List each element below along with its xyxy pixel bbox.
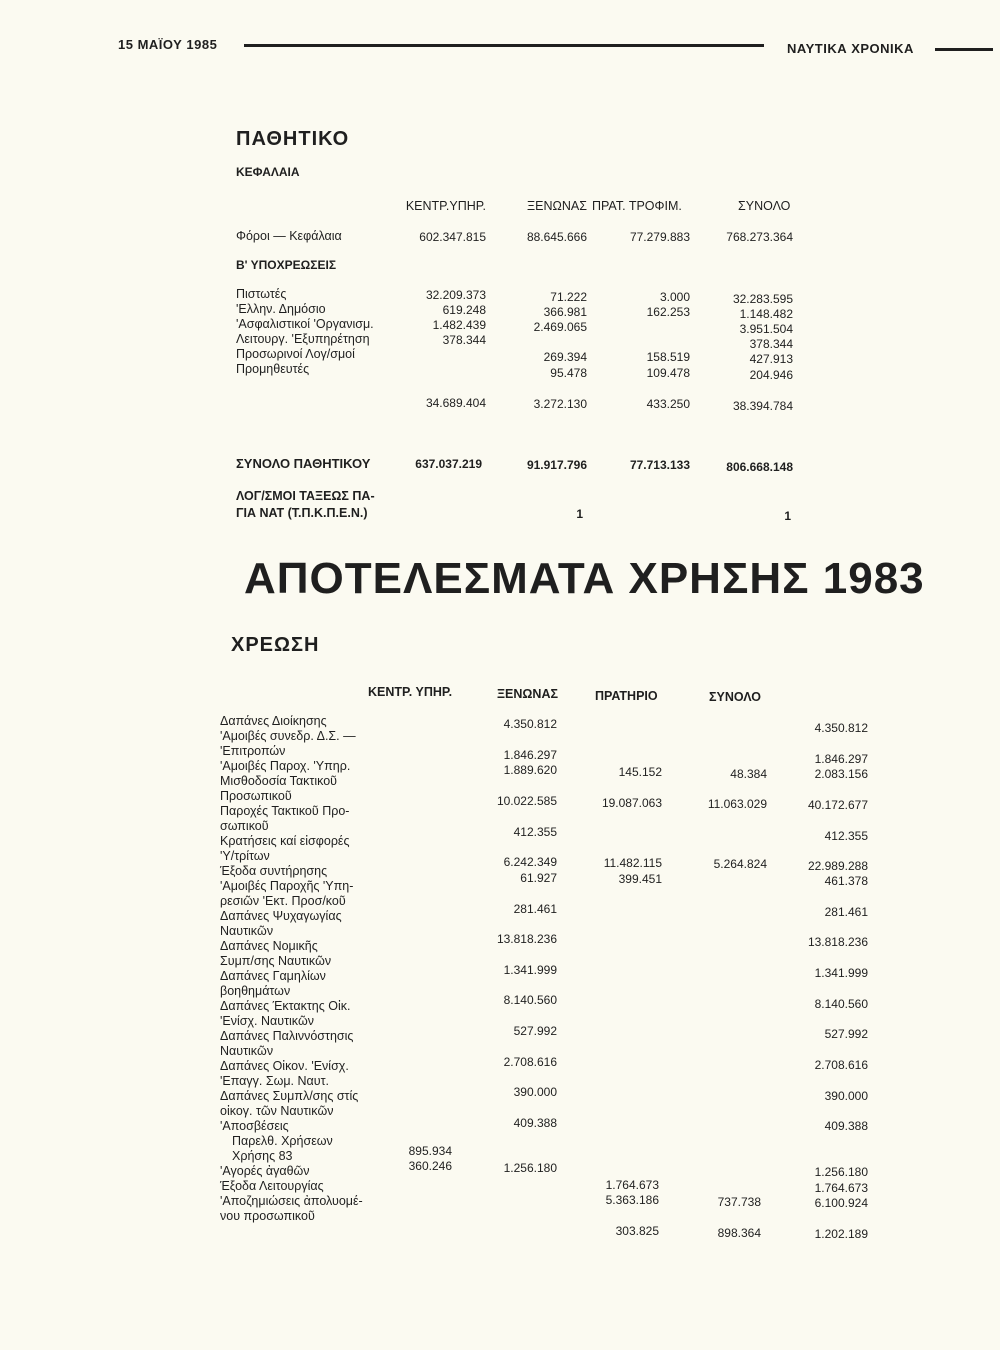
results-label: Κρατήσεις καί εἰσφορές (220, 834, 350, 848)
results-label: οἰκογ. τῶν Ναυτικῶν (220, 1104, 334, 1118)
results-cell: 461.378 (824, 874, 868, 888)
obligation-cell: 269.394 (543, 350, 587, 364)
publication-name: ΝΑΥΤΙΚΑ ΧΡΟΝΙΚΑ (787, 41, 914, 56)
results-cell: 6.242.349 (503, 855, 557, 869)
col-header-total: ΣΥΝΟΛΟ (738, 199, 791, 213)
results-label: Δαπάνες Νομικῆς (220, 939, 318, 953)
results-label: Δαπάνες Διοίκησης (220, 714, 327, 728)
grand-total-total: 806.668.148 (726, 460, 793, 474)
obligation-cell: 3.000 (659, 290, 690, 304)
results-label: 'Επιτροπών (220, 744, 286, 758)
capital-heading: ΚΕΦΑΛΑΙΑ (236, 165, 300, 179)
header-rule-left (244, 44, 764, 47)
results-cell: 898.364 (717, 1226, 761, 1240)
col-header-store: ΠΡΑΤ. ΤΡΟΦΙΜ. (592, 199, 682, 213)
debit-heading: ΧΡΕΩΣΗ (231, 634, 320, 656)
capital-store: 77.279.883 (629, 230, 690, 244)
results-label: Δαπάνες Ψυχαγωγίας (220, 909, 342, 923)
results-labels (220, 714, 363, 1224)
results-cell: 10.022.585 (496, 794, 557, 808)
results-cell: 22.989.288 (807, 859, 868, 873)
results-cell: 61.927 (520, 871, 557, 885)
col-header-hostel: ΞΕΝΩΝΑΣ (527, 199, 587, 213)
results-label: Ναυτικῶν (220, 924, 274, 938)
results-label: ρεσιῶν 'Εκτ. Προσ/κοῦ (220, 894, 346, 908)
header-rule-right (935, 48, 993, 51)
obligation-cell: 162.253 (646, 305, 690, 319)
obligation-cell: 32.283.595 (732, 292, 793, 306)
results-label: 'Αποζημιώσεις ἀπολυομέ- (220, 1194, 363, 1208)
col-header-central: ΚΕΝΤΡ.ΥΠΗΡ. (405, 199, 486, 213)
grand-total-store: 77.713.133 (629, 458, 690, 472)
obligation-cell: 95.478 (550, 366, 587, 380)
obligations-heading: Β' ΥΠΟΧΡΕΩΣΕΙΣ (236, 258, 337, 272)
results-cell: 412.355 (824, 829, 868, 843)
results-label: Μισθοδοσία Τακτικοῦ (220, 774, 338, 788)
results-cell: 2.708.616 (503, 1055, 557, 1069)
results-cell: 5.363.186 (605, 1193, 659, 1207)
results-cell: 2.708.616 (814, 1058, 868, 1072)
results-col-central: ΚΕΝΤΡ. ΥΠΗΡ. (368, 685, 453, 699)
results-label: 'Αμοιβές Παροχ. 'Υπηρ. (220, 759, 351, 773)
order-accounts-hostel: 1 (576, 507, 583, 521)
obligations-total-store: 433.250 (646, 397, 690, 411)
obligation-cell: 32.209.373 (425, 288, 486, 302)
results-cell: 1.256.180 (814, 1165, 868, 1179)
results-label: 'Ενίσχ. Ναυτικῶν (220, 1014, 315, 1028)
results-cell: 409.388 (513, 1116, 557, 1130)
results-label: Έξοδα συντήρησης (220, 864, 328, 878)
order-accounts-total: 1 (784, 509, 791, 523)
obligation-cell: 427.913 (749, 352, 793, 366)
results-col-total: ΣΥΝΟΛΟ (709, 690, 761, 704)
results-label: 'Επαγγ. Σωμ. Ναυτ. (220, 1074, 329, 1088)
results-cell: 281.461 (513, 902, 557, 916)
issue-date: 15 ΜΑΪΟΥ 1985 (118, 37, 218, 52)
obligation-cell: 158.519 (646, 350, 690, 364)
results-cell: 399.451 (618, 872, 662, 886)
results-cell: 527.992 (824, 1027, 868, 1041)
results-cell: 13.818.236 (496, 932, 557, 946)
obligation-label: Πιστωτές (236, 287, 287, 301)
obligation-label: Λειτουργ. 'Εξυπηρέτηση (236, 332, 370, 346)
results-cell: 1.846.297 (503, 748, 557, 762)
results-cell: 1.846.297 (814, 752, 868, 766)
obligation-cell: 71.222 (550, 290, 587, 304)
results-cell: 4.350.812 (503, 717, 557, 731)
capital-central: 602.347.815 (419, 230, 486, 244)
results-cell: 11.482.115 (603, 856, 662, 870)
results-label: Ναυτικῶν (220, 1044, 274, 1058)
obligation-cell: 378.344 (442, 333, 486, 347)
results-label: 'Αμοιβές συνεδρ. Δ.Σ. — (220, 729, 356, 743)
results-cell: 737.738 (717, 1195, 761, 1209)
obligation-cell: 619.248 (442, 303, 486, 317)
obligation-cell: 1.148.482 (739, 307, 793, 321)
results-cell: 1.889.620 (503, 763, 557, 777)
results-cell: 1.202.189 (814, 1227, 868, 1241)
results-label: Δαπάνες Γαμηλίων (220, 969, 326, 983)
obligation-label: 'Ελλην. Δημόσιο (236, 302, 326, 316)
results-label: βοηθημάτων (220, 984, 291, 998)
grand-total-label: ΣΥΝΟΛΟ ΠΑΘΗΤΙΚΟΥ (236, 456, 371, 471)
results-label: νου προσωπικοῦ (220, 1209, 315, 1223)
obligation-cell: 366.981 (543, 305, 587, 319)
obligation-cell: 109.478 (646, 366, 690, 380)
results-cell: 4.350.812 (814, 721, 868, 735)
results-label: Παροχές Τακτικοῦ Προ- (220, 804, 350, 818)
results-cell: 13.818.236 (807, 935, 868, 949)
obligation-label: Προσωρινοί Λογ/σμοί (236, 347, 355, 361)
obligation-label: 'Ασφαλιστικοί 'Οργανισμ. (236, 317, 374, 331)
results-cell: 281.461 (824, 905, 868, 919)
depreciation-current-central: 360.246 (408, 1159, 452, 1173)
capital-total: 768.273.364 (726, 230, 793, 244)
results-cell: 1.256.180 (503, 1161, 557, 1175)
results-cell: 48.384 (730, 767, 767, 781)
results-title: ΑΠΟΤΕΛΕΣΜΑΤΑ ΧΡΗΣΗΣ 1983 (244, 554, 925, 603)
results-cell: 19.087.063 (601, 796, 662, 810)
obligation-cell: 204.946 (749, 368, 793, 382)
grand-total-hostel: 91.917.796 (526, 458, 587, 472)
results-label: Προσωπικοῦ (220, 789, 292, 803)
results-label: 'Αμοιβές Παροχῆς 'Υπη- (220, 879, 354, 893)
results-cell: 412.355 (513, 825, 557, 839)
results-cell: 390.000 (513, 1085, 557, 1099)
results-cell: 6.100.924 (814, 1196, 868, 1210)
results-label: Δαπάνες Οἰκον. 'Ενίσχ. (220, 1059, 349, 1073)
results-label: 'Υ/τρίτων (220, 849, 270, 863)
results-label: Παρελθ. Χρήσεων (232, 1134, 333, 1148)
results-cell: 11.063.029 (707, 797, 767, 811)
results-cell: 527.992 (513, 1024, 557, 1038)
obligations-total-total: 38.394.784 (732, 399, 793, 413)
results-label: Δαπάνες Παλιννόστησις (220, 1029, 354, 1043)
results-col-store: ΠΡΑΤΗΡΙΟ (595, 689, 658, 703)
obligation-label: Προμηθευτές (236, 362, 310, 376)
capital-row-label: Φόροι — Κεφάλαια (236, 229, 342, 243)
results-label: Δαπάνες Έκτακτης Οἰκ. (220, 999, 351, 1013)
obligation-cell: 2.469.065 (533, 320, 587, 334)
results-cell: 5.264.824 (713, 857, 767, 871)
order-accounts-label (236, 488, 375, 522)
results-cell: 1.341.999 (503, 963, 557, 977)
results-cell: 1.764.673 (605, 1178, 659, 1192)
order-accounts-label-line2: ΓΙΑ ΝΑΤ (Τ.Π.Κ.Π.Ε.Ν.) (236, 506, 368, 520)
depreciation-prior-central: 895.934 (408, 1144, 452, 1158)
results-label: Συμπ/σης Ναυτικῶν (220, 954, 332, 968)
results-label: Χρήσης 83 (232, 1149, 293, 1163)
results-cell: 409.388 (824, 1119, 868, 1133)
results-label: σωπικοῦ (220, 819, 269, 833)
obligation-cell: 1.482.439 (432, 318, 486, 332)
results-cell: 303.825 (615, 1224, 659, 1238)
results-col-hostel: ΞΕΝΩΝΑΣ (497, 687, 558, 701)
capital-hostel: 88.645.666 (526, 230, 587, 244)
grand-total-central: 637.037.219 (415, 457, 482, 471)
results-label: Έξοδα Λειτουργίας (220, 1179, 324, 1193)
results-cell: 40.172.677 (807, 798, 868, 812)
results-cell: 2.083.156 (814, 767, 868, 781)
obligation-cell: 378.344 (749, 337, 793, 351)
results-cell: 1.341.999 (814, 966, 868, 980)
results-cell: 8.140.560 (814, 997, 868, 1011)
order-accounts-label-line1: ΛΟΓ/ΣΜΟΙ ΤΑΞΕΩΣ ΠΑ- (236, 489, 375, 503)
obligation-cell: 3.951.504 (739, 322, 793, 336)
results-cell: 145.152 (618, 765, 662, 779)
liabilities-title: ΠΑΘΗΤΙΚΟ (236, 128, 350, 150)
results-label: 'Αγορές ἀγαθῶν (220, 1164, 310, 1178)
obligations-total-hostel: 3.272.130 (533, 397, 587, 411)
results-label: 'Αποσβέσεις (220, 1119, 289, 1133)
results-cell: 390.000 (824, 1089, 868, 1103)
obligations-total-central: 34.689.404 (425, 396, 486, 410)
results-cell: 8.140.560 (503, 993, 557, 1007)
results-label: Δαπάνες Συμπλ/σης στίς (220, 1089, 359, 1103)
results-cell: 1.764.673 (814, 1181, 868, 1195)
